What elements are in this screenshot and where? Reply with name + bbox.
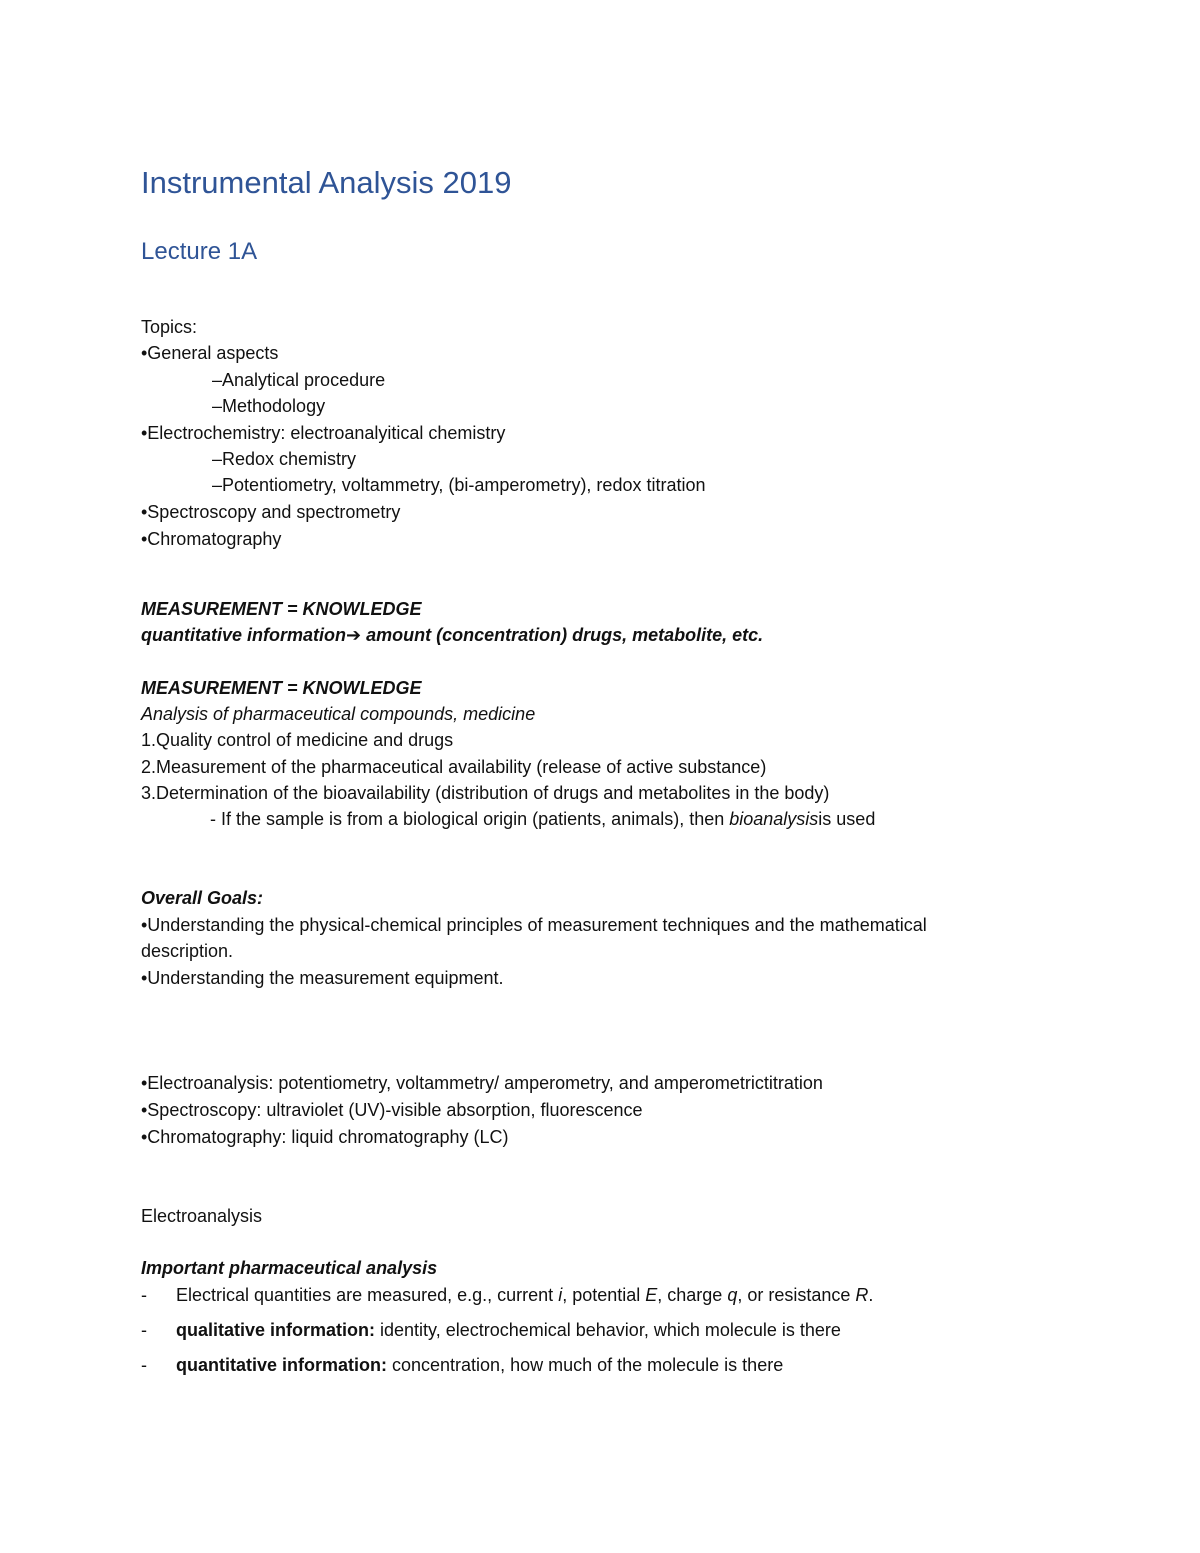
- topic-item: •General aspects: [141, 343, 279, 363]
- list-dash: -: [141, 1355, 147, 1375]
- measurement-heading: MEASUREMENT = KNOWLEDGE: [141, 678, 422, 698]
- topic-item: •Spectroscopy and spectrometry: [141, 502, 401, 522]
- note-text-end: is used: [818, 809, 876, 829]
- method-item: •Chromatography: liquid chromatography (LC): [141, 1127, 509, 1147]
- pharmaceutical-analysis-heading: Important pharmaceutical analysis: [141, 1258, 438, 1278]
- quantitative-text: quantitative information: [141, 625, 347, 645]
- note-text: - If the sample is from a biological origin (patients, animals), then: [210, 809, 730, 829]
- item-text: identity, electrochemical behavior, which molecule is there: [375, 1320, 841, 1340]
- electroanalysis-heading: Electroanalysis: [141, 1206, 263, 1226]
- bioanalysis-note: [210, 807, 875, 831]
- topics-label: Topics:: [141, 317, 198, 337]
- symbol-resistance: R: [855, 1285, 869, 1305]
- topic-subitem: –Redox chemistry: [212, 449, 357, 469]
- item-text: Electrical quantities are measured, e.g., current: [176, 1285, 559, 1305]
- analysis-item: 3.Determination of the bioavailability (distribution of drugs and metabolites in the body): [141, 783, 830, 803]
- symbol-potential: E: [645, 1285, 658, 1305]
- symbol-charge: q: [727, 1285, 738, 1305]
- goals-heading: Overall Goals:: [141, 888, 264, 908]
- item-text: concentration, how much of the molecule is there: [387, 1355, 784, 1375]
- item-text: , or resistance: [737, 1285, 856, 1305]
- goal-item-continued: description.: [141, 941, 234, 961]
- goal-item: •Understanding the physical-chemical principles of measurement techniques and the mathematical: [141, 915, 927, 935]
- document-title: Instrumental Analysis 2019: [141, 165, 512, 200]
- analysis-item: 2.Measurement of the pharmaceutical availability (release of active substance): [141, 757, 767, 777]
- analysis-item: 1.Quality control of medicine and drugs: [141, 730, 454, 750]
- goal-item: •Understanding the measurement equipment.: [141, 968, 504, 988]
- note-emphasis: bioanalysis: [729, 809, 819, 829]
- measurement-heading: MEASUREMENT = KNOWLEDGE: [141, 599, 422, 619]
- quantitative-item: [176, 1353, 783, 1377]
- topic-subitem: –Methodology: [212, 396, 326, 416]
- item-text: , potential: [562, 1285, 646, 1305]
- quantitative-line: [141, 623, 763, 647]
- list-dash: -: [141, 1285, 147, 1305]
- list-dash: -: [141, 1320, 147, 1340]
- method-item: •Spectroscopy: ultraviolet (UV)-visible absorption, fluorescence: [141, 1100, 643, 1120]
- item-label: quantitative information:: [176, 1355, 387, 1375]
- arrow-right-icon: ➔: [346, 625, 362, 645]
- topic-subitem: –Potentiometry, voltammetry, (bi-amperometry), redox titration: [212, 475, 706, 495]
- item-text: .: [868, 1285, 874, 1305]
- item-text: , charge: [657, 1285, 728, 1305]
- analysis-subheading: Analysis of pharmaceutical compounds, medicine: [141, 704, 536, 724]
- electrical-quantities-item: [176, 1283, 873, 1307]
- topic-item: •Electrochemistry: electroanalyitical chemistry: [141, 423, 506, 443]
- topic-subitem: –Analytical procedure: [212, 370, 386, 390]
- topic-item: •Chromatography: [141, 529, 282, 549]
- lecture-heading: Lecture 1A: [141, 238, 258, 265]
- amount-text: amount (concentration) drugs, metabolite, etc.: [361, 625, 764, 645]
- method-item: •Electroanalysis: potentiometry, voltammetry/ amperometry, and amperometrictitration: [141, 1073, 823, 1093]
- symbol-current: i: [558, 1285, 563, 1305]
- item-label: qualitative information:: [176, 1320, 376, 1340]
- qualitative-item: [176, 1318, 841, 1342]
